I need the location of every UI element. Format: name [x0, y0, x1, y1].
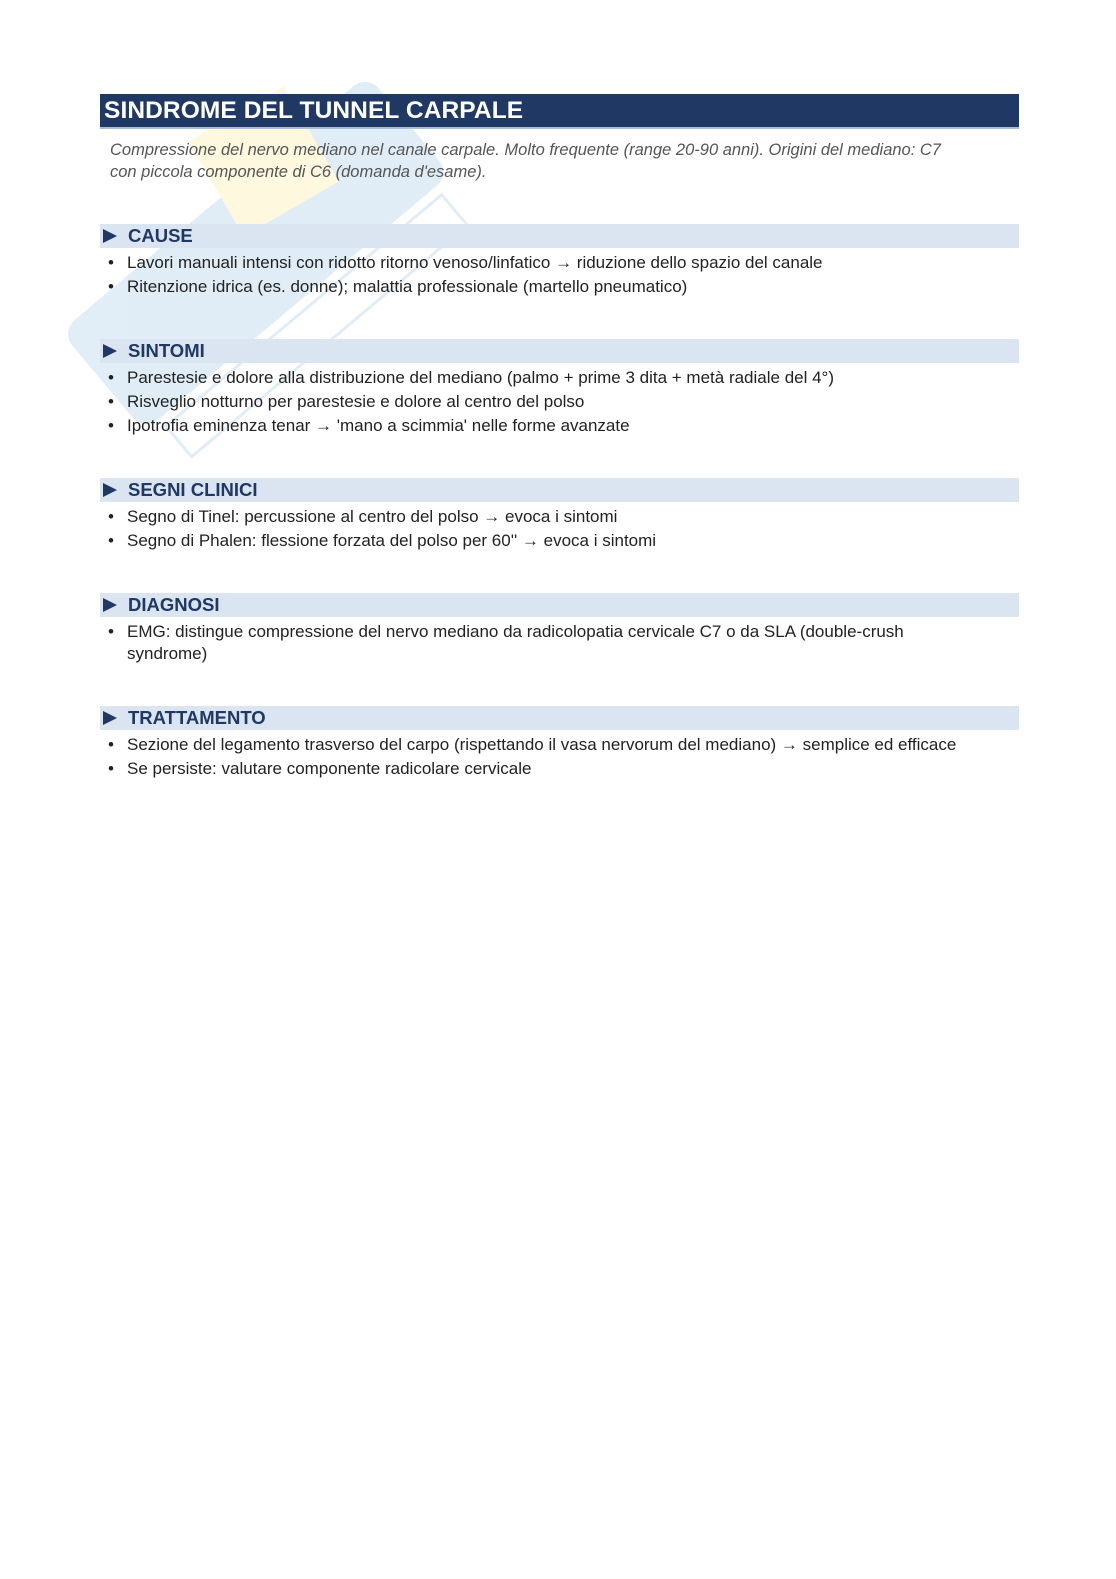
list-item	[100, 734, 987, 756]
section-header	[100, 224, 1019, 248]
list-item-text: EMG: distingue compressione del nervo mediano da radicolopatia cervicale C7 o da SLA (double-crush syndrome)	[127, 622, 904, 663]
list-item-text: Risveglio notturno per parestesie e dolore al centro del polso	[127, 392, 585, 411]
bullet-icon: •	[108, 507, 114, 526]
section-header	[100, 706, 1019, 730]
intro-paragraph: Compressione del nervo mediano nel canale carpale. Molto frequente (range 20-90 anni). Origini del mediano: C7 con piccola componente di C6 (domanda d'esame).	[110, 141, 941, 181]
bullet-list	[100, 734, 1019, 780]
bullet-icon: •	[108, 392, 114, 411]
document-page	[100, 94, 1019, 782]
section-title: DIAGNOSI	[128, 594, 220, 615]
list-item-text: Sezione del legamento trasverso del carpo (rispettando il vasa nervorum del mediano) → semplice ed efficace	[127, 735, 957, 754]
document-title: SINDROME DEL TUNNEL CARPALE	[104, 96, 524, 124]
bullet-icon: •	[108, 735, 114, 754]
bullet-icon: •	[108, 622, 114, 641]
list-item	[100, 758, 987, 780]
section-segni-clinici	[100, 478, 1019, 552]
bullet-icon: •	[108, 253, 114, 272]
list-item-text: Lavori manuali intensi con ridotto ritorno venoso/linfatico → riduzione dello spazio del canale	[127, 253, 823, 272]
list-item-text: Ritenzione idrica (es. donne); malattia professionale (martello pneumatico)	[127, 277, 688, 296]
title-bar	[100, 94, 1019, 129]
section-diagnosi	[100, 593, 1019, 665]
list-item	[100, 252, 987, 274]
section-sintomi	[100, 339, 1019, 437]
bullet-icon: •	[108, 368, 114, 387]
list-item	[100, 367, 987, 389]
section-title: TRATTAMENTO	[128, 707, 266, 728]
section-header	[100, 339, 1019, 363]
bullet-list	[100, 252, 1019, 298]
list-item	[100, 530, 987, 552]
section-title: SEGNI CLINICI	[128, 479, 258, 500]
list-item-text: Parestesie e dolore alla distribuzione del mediano (palmo + prime 3 dita + metà radiale del 4°)	[127, 368, 835, 387]
list-item	[100, 415, 987, 437]
list-item-text: Se persiste: valutare componente radicolare cervicale	[127, 759, 532, 778]
sections-container	[100, 224, 1019, 780]
list-item-text: Segno di Tinel: percussione al centro del polso → evoca i sintomi	[127, 507, 618, 526]
section-title: CAUSE	[128, 225, 193, 246]
list-item-text: Ipotrofia eminenza tenar → 'mano a scimmia' nelle forme avanzate	[127, 416, 630, 435]
bullet-icon: •	[108, 531, 114, 550]
bullet-icon: •	[108, 416, 114, 435]
list-item	[100, 621, 987, 665]
bullet-icon: •	[108, 759, 114, 778]
list-item	[100, 276, 987, 298]
play-arrow-icon	[102, 597, 118, 613]
list-item	[100, 391, 987, 413]
bullet-icon: •	[108, 277, 114, 296]
bullet-list	[100, 367, 1019, 437]
section-title: SINTOMI	[128, 340, 205, 361]
list-item	[100, 506, 987, 528]
bullet-list	[100, 621, 1019, 665]
bullet-list	[100, 506, 1019, 552]
play-arrow-icon	[102, 228, 118, 244]
play-arrow-icon	[102, 343, 118, 359]
section-header	[100, 478, 1019, 502]
section-cause	[100, 224, 1019, 298]
list-item-text: Segno di Phalen: flessione forzata del polso per 60'' → evoca i sintomi	[127, 531, 657, 550]
play-arrow-icon	[102, 482, 118, 498]
play-arrow-icon	[102, 710, 118, 726]
section-header	[100, 593, 1019, 617]
section-trattamento	[100, 706, 1019, 780]
